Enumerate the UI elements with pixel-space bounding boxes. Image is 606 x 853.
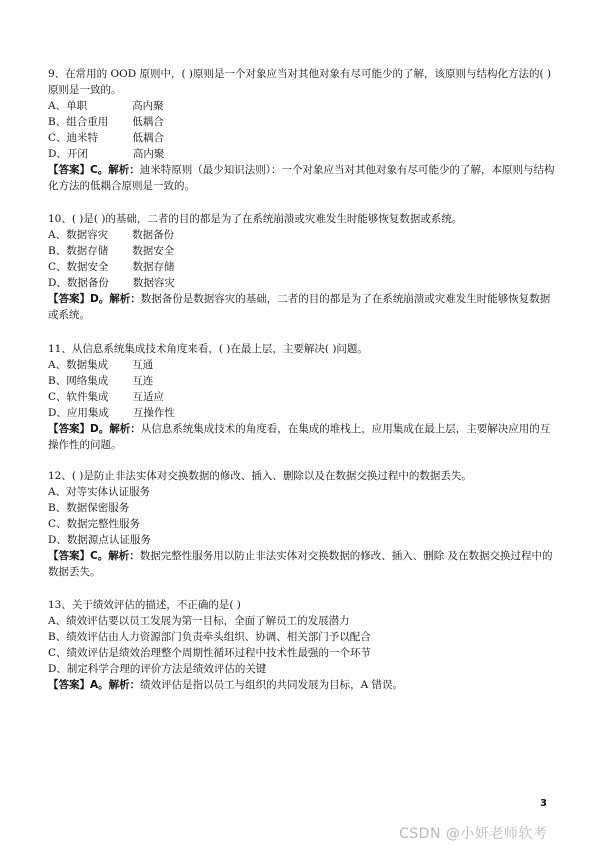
answer-analysis: 【答案】A。解析：绩效评估是指以员工与组织的共同发展为目标，A 错误。 bbox=[48, 679, 404, 691]
watermark: CSDN @小妍老师软考 bbox=[399, 826, 548, 842]
option-c: C、绩效评估是绩效治理整个周期性循环过程中技术性最强的一个环节 bbox=[48, 647, 372, 659]
option-c: C、迪米特 低耦合 bbox=[48, 132, 165, 144]
question-stem: 9、在常用的 OOD 原则中，( )原则是一个对象应当对其他对象有尽可能少的了解，该原则与结构化方法的( )原则是一致的。 bbox=[48, 68, 552, 96]
option-a: A、数据容灾 数据备份 bbox=[48, 229, 175, 241]
option-d: D、数据备份 数据容灾 bbox=[48, 277, 175, 289]
option-c: C、数据完整性服务 bbox=[48, 518, 141, 530]
question-10 bbox=[48, 211, 560, 323]
option-b: B、绩效评估由人力资源部门负责牵头组织、协调、相关部门予以配合 bbox=[48, 631, 371, 643]
answer-analysis: 【答案】C。解析：数据完整性服务用以防止非法实体对交换数据的修改、插入、删除 及在数据交换过程中的数据丢失。 bbox=[48, 550, 553, 578]
option-a: A、数据集成 互通 bbox=[48, 359, 154, 371]
option-d: D、应用集成 互操作性 bbox=[48, 407, 175, 419]
option-b: B、组合重用 低耦合 bbox=[48, 116, 164, 128]
question-stem: 13、关于绩效评估的描述，不正确的是( ) bbox=[48, 599, 241, 611]
option-b: B、数据存储 数据安全 bbox=[48, 245, 175, 257]
option-d: D、制定科学合理的评价方法是绩效评估的关键 bbox=[48, 663, 267, 675]
page-number: 3 bbox=[540, 798, 547, 809]
option-c: C、数据安全 数据存储 bbox=[48, 261, 175, 273]
answer-analysis: 【答案】D。解析：从信息系统集成技术的角度看，在集成的堆栈上，应用集成在最上层，主要解决应用的互操作性的问题。 bbox=[48, 423, 551, 451]
option-d: D、数据源点认证服务 bbox=[48, 534, 151, 546]
option-c: C、软件集成 互适应 bbox=[48, 391, 165, 403]
option-b: B、网络集成 互连 bbox=[48, 375, 154, 387]
answer-analysis: 【答案】C。解析：迪米特原则（最少知识法则）：一个对象应当对其他对象有尽可能少的了解，本原则与结构化方法的低耦合原则是一致的。 bbox=[48, 164, 555, 192]
option-a: A、对等实体认证服务 bbox=[48, 486, 151, 498]
option-a: A、单职 高内聚 bbox=[48, 100, 164, 112]
answer-analysis: 【答案】D。解析：数据备份是数据容灾的基础，二者的目的都是为了在系统崩溃或灾难发生时能够恢复数据或系统。 bbox=[48, 293, 551, 321]
question-12 bbox=[48, 468, 560, 580]
question-stem: 11、从信息系统集成技术角度来看，( )在最上层，主要解决( )问题。 bbox=[48, 343, 368, 355]
option-a: A、绩效评估要以员工发展为第一目标，全面了解员工的发展潜力 bbox=[48, 615, 350, 627]
option-d: D、开闭 高内聚 bbox=[48, 148, 165, 160]
question-stem: 12、( )是防止非法实体对交换数据的修改、插入、删除以及在数据交换过程中的数据丢失。 bbox=[48, 470, 472, 482]
question-stem: 10、( )是( )的基础，二者的目的都是为了在系统崩溃或灾难发生时能够恢复数据或系统。 bbox=[48, 213, 463, 225]
option-b: B、数据保密服务 bbox=[48, 502, 130, 514]
question-11 bbox=[48, 341, 560, 453]
question-13 bbox=[48, 597, 560, 693]
question-9 bbox=[48, 66, 560, 194]
